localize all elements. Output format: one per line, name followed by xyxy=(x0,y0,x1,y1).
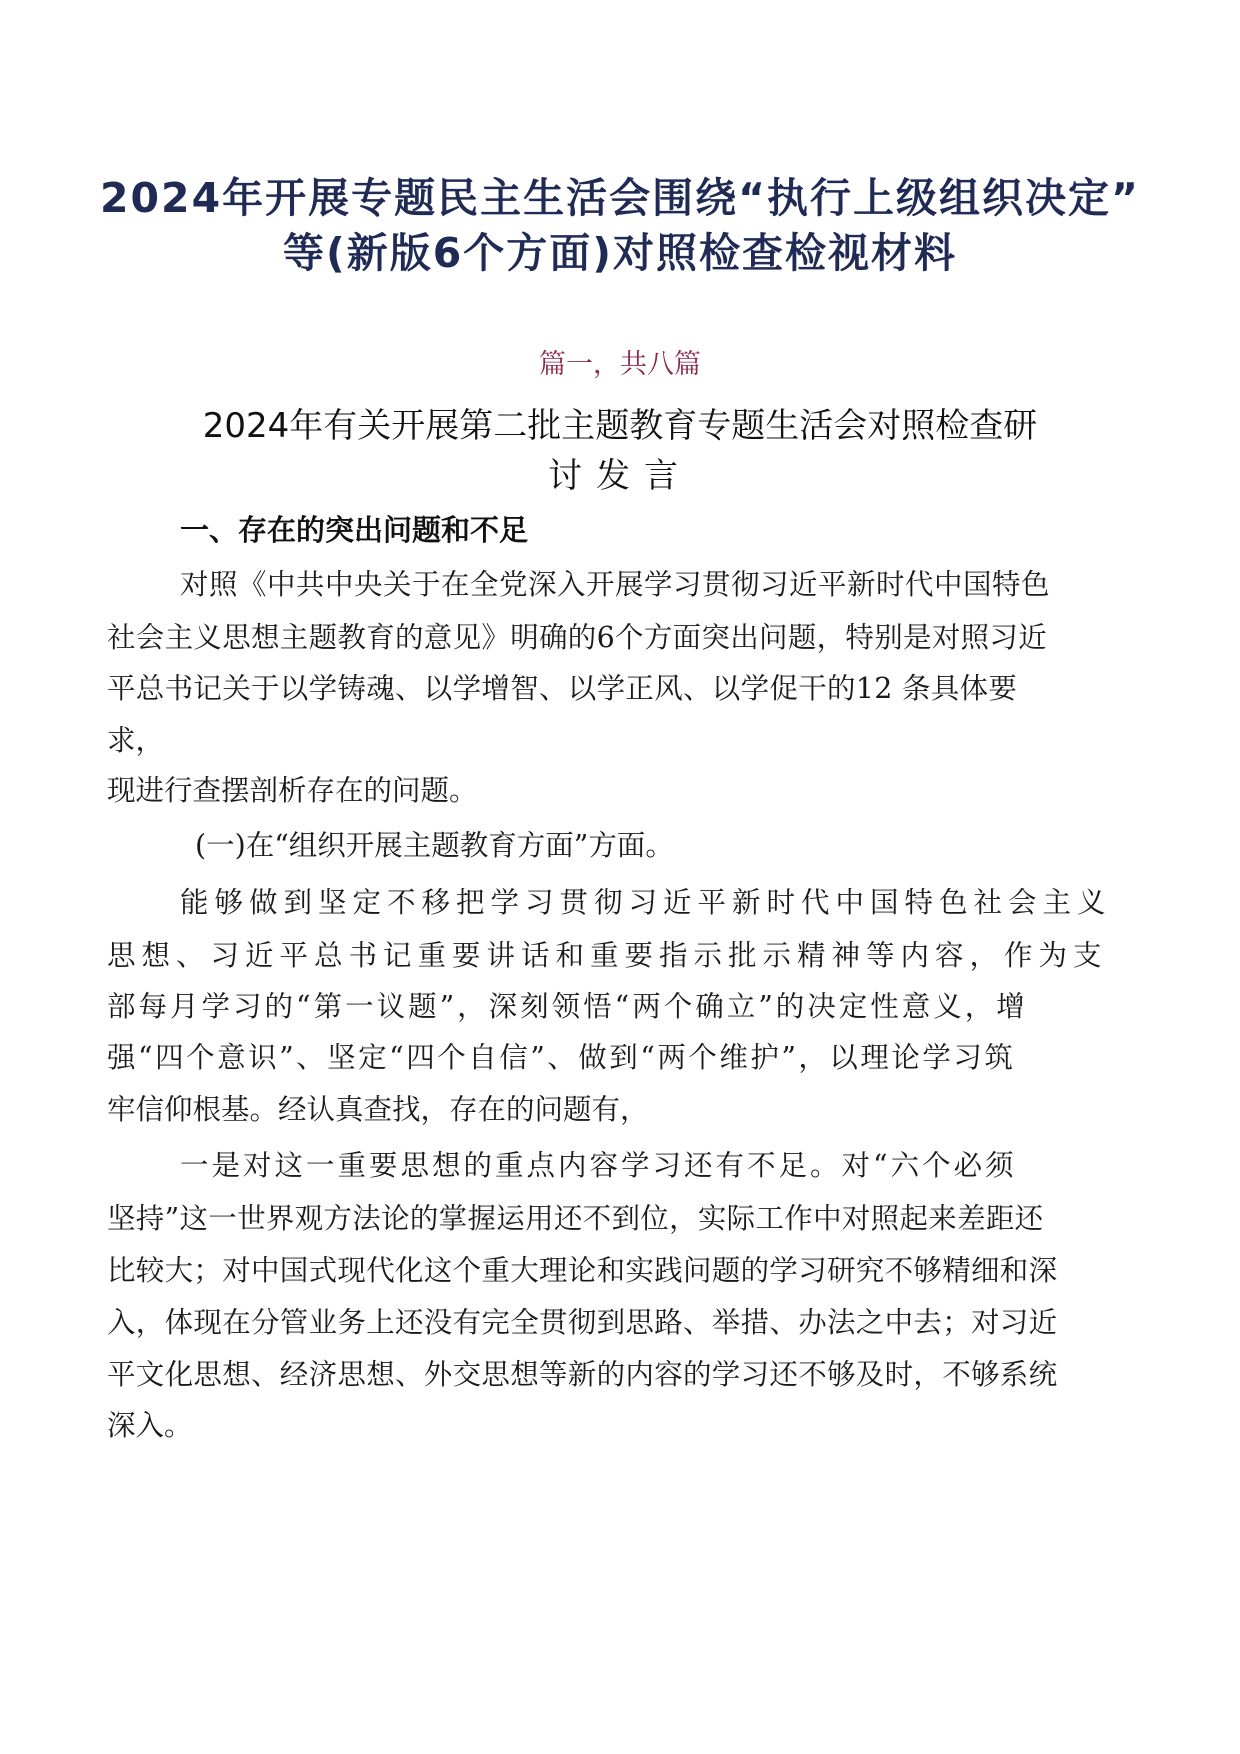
article-count-subheading: 篇一，共八篇 xyxy=(539,349,701,380)
paragraph-2-line: 牢信仰根基。经认真查找，存在的问题有， xyxy=(107,1093,649,1126)
paragraph-2-line: 部每月学习的“第一议题”，深刻领悟“两个确立”的决定性意义，增 xyxy=(107,990,1028,1023)
main-title-line-1: 2024年开展专题民主生活会围绕“执行上级组织决定” xyxy=(99,174,1140,222)
paragraph-1-line: 社会主义思想主题教育的意见》明确的6个方面突出问题，特别是对照习近 xyxy=(107,621,1048,654)
paragraph-2-line: 能够做到坚定不移把学习贯彻习近平新时代中国特色社会主义 xyxy=(180,886,1112,919)
paragraph-1-line: 现进行查摆剖析存在的问题。 xyxy=(107,774,478,807)
main-title-line-2: 等(新版6个方面)对照检查检视材料 xyxy=(282,229,957,277)
section-heading: 一、存在的突出问题和不足 xyxy=(180,513,529,547)
paragraph-2-line: 强“四个意识”、坚定“四个自信”、做到“两个维护”，以理论学习筑 xyxy=(107,1041,1016,1074)
paragraph-1-line: 对照《中共中央关于在全党深入开展学习贯彻习近平新时代中国特色 xyxy=(180,568,1051,601)
paragraph-1-line: 求， xyxy=(107,724,165,757)
paragraph-3-line: 坚持”这一世界观方法论的掌握运用还不到位，实际工作中对照起来差距还 xyxy=(107,1202,1044,1235)
subsection-heading: (一)在“组织开展主题教育方面”方面。 xyxy=(195,829,674,862)
paragraph-3-line: 比较大；对中国式现代化这个重大理论和实践问题的学习研究不够精细和深 xyxy=(107,1254,1058,1287)
paragraph-2-line: 思想、习近平总书记重要讲话和重要指示批示精神等内容，作为支 xyxy=(107,939,1108,972)
paragraph-3-line: 平文化思想、经济思想、外交思想等新的内容的学习还不够及时，不够系统 xyxy=(107,1358,1058,1391)
speech-title-line-1: 2024年有关开展第二批主题教育专题生活会对照检查研 xyxy=(202,406,1038,446)
paragraph-3-line: 入，体现在分管业务上还没有完全贯彻到思路、举措、办法之中去；对习近 xyxy=(107,1306,1058,1339)
speech-title-line-2: 讨发言 xyxy=(548,456,692,496)
paragraph-3-line: 一是对这一重要思想的重点内容学习还有不足。对“六个必须 xyxy=(180,1149,1017,1182)
paragraph-1-line: 平总书记关于以学铸魂、以学增智、以学正风、以学促干的12 条具体要 xyxy=(107,672,1018,705)
paragraph-3-line: 深入。 xyxy=(107,1409,193,1442)
